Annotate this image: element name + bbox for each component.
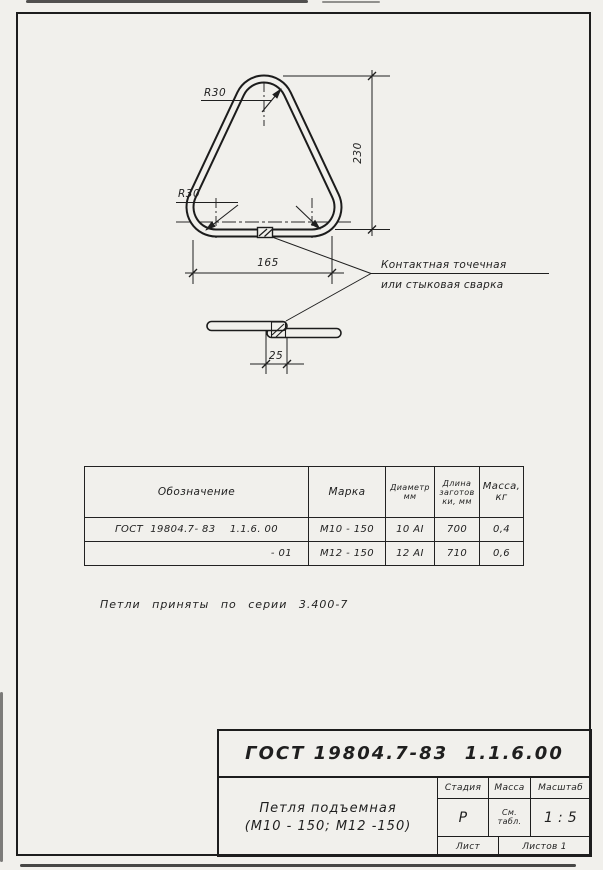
lap-dim-label: 25 bbox=[268, 350, 284, 362]
col-mass: Масса, кг bbox=[480, 467, 524, 518]
width-dim-label: 165 bbox=[257, 257, 279, 269]
col-length: Длина заготов ки, мм bbox=[435, 467, 480, 518]
scale-value: 1 : 5 bbox=[530, 799, 590, 836]
length-cell: 710 bbox=[435, 542, 480, 566]
diameter-cell: 12 АI bbox=[386, 542, 435, 566]
scale-label: Масштаб bbox=[530, 778, 590, 798]
r30-top-label: R30 bbox=[204, 87, 227, 99]
stage-label: Стадия bbox=[444, 783, 482, 793]
diameter-cell: 10 АI bbox=[386, 518, 435, 542]
axis-lines bbox=[176, 80, 352, 238]
lap-joint-view bbox=[207, 322, 341, 338]
col-diameter: Диаметр мм bbox=[386, 467, 435, 518]
dimension-165 bbox=[185, 236, 344, 284]
scan-smudge bbox=[322, 1, 380, 3]
scan-smudge bbox=[26, 0, 308, 3]
spec-header-row bbox=[85, 467, 524, 518]
stage-value: Р bbox=[458, 809, 468, 826]
mark-cell: М12 - 150 bbox=[309, 542, 386, 566]
scan-smudge bbox=[20, 864, 576, 867]
col-designation: Обозначение bbox=[85, 467, 309, 518]
mass-cell: 0,4 bbox=[480, 518, 524, 542]
mass-label: Масса bbox=[488, 778, 530, 798]
drawing-name bbox=[219, 778, 438, 857]
spec-table bbox=[84, 466, 524, 566]
mark-cell: М10 - 150 bbox=[309, 518, 386, 542]
length-cell: 700 bbox=[435, 518, 480, 542]
drawing-name-line2: (М10 - 150; М12 -150) bbox=[244, 818, 412, 834]
sheets-label: Листов 1 bbox=[498, 837, 590, 857]
mass-value: См. табл. bbox=[488, 799, 530, 836]
lifting-loop-drawing bbox=[0, 0, 603, 430]
designation-cell: - 01 bbox=[85, 542, 309, 566]
table-row bbox=[85, 542, 524, 566]
sheet-label: Лист bbox=[455, 842, 480, 852]
drawing-name-line1: Петля подъемная bbox=[259, 800, 397, 816]
designation-cell: ГОСТ 19804.7- 83 1.1.6. 00 bbox=[85, 518, 309, 542]
title-block bbox=[217, 729, 592, 857]
weld-note-line2: или стыковая сварка bbox=[381, 279, 504, 291]
r30-bottom-label: R30 bbox=[178, 188, 201, 200]
scan-smudge bbox=[0, 692, 3, 862]
series-note: Петли приняты по серии 3.400-7 bbox=[100, 598, 349, 611]
height-dim-label: 230 bbox=[352, 142, 364, 164]
doc-number: ГОСТ 19804.7-83 1.1.6.00 bbox=[219, 731, 590, 778]
col-mark: Марка bbox=[309, 467, 386, 518]
table-row bbox=[85, 518, 524, 542]
mass-cell: 0,6 bbox=[480, 542, 524, 566]
weld-joint-mark bbox=[258, 228, 273, 238]
weld-note-line1: Контактная точечная bbox=[381, 259, 507, 271]
